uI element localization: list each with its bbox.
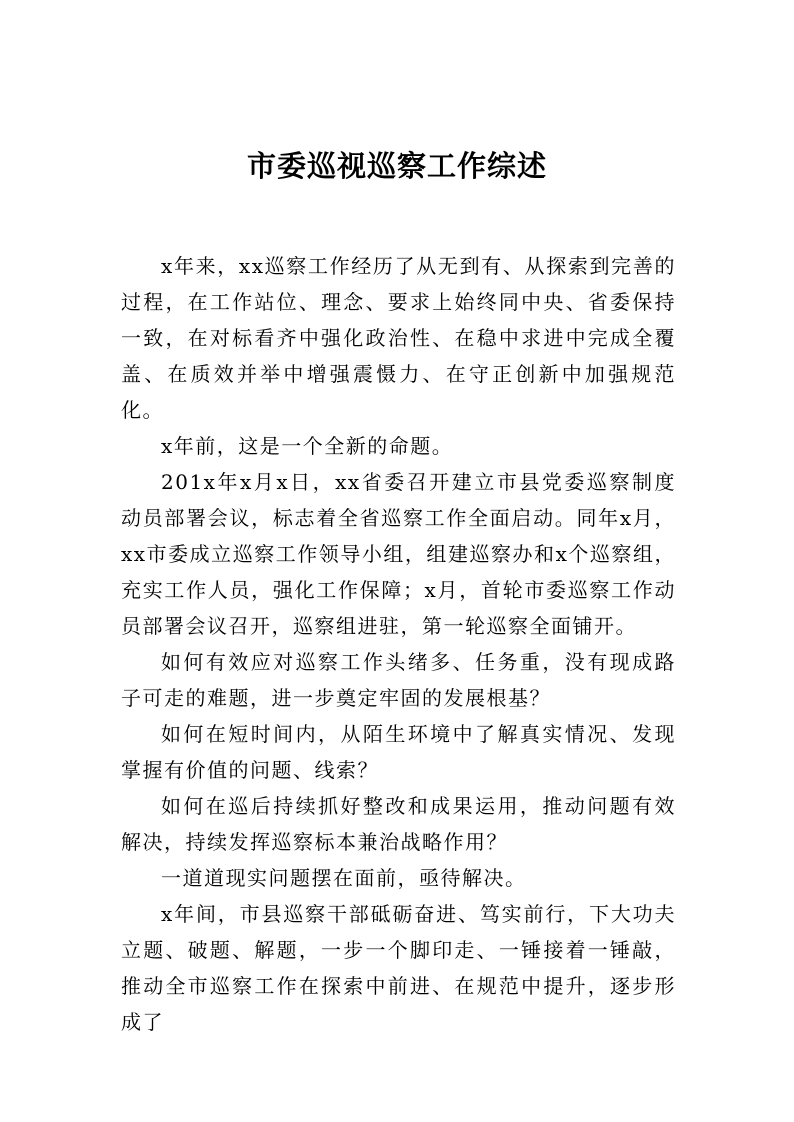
paragraph: x年来，xx巡察工作经历了从无到有、从探索到完善的过程，在工作站位、理念、要求上始终同中央、省委保持一致，在对标看齐中强化政治性、在稳中求进中完成全覆盖、在质效并举中增强震慑力、在守正创新中加强规范化。 — [121, 254, 676, 422]
paragraph: 一道道现实问题摆在面前，亟待解决。 — [161, 866, 527, 890]
paragraph: x年前，这是一个全新的命题。 — [161, 434, 454, 458]
document-title: 市委巡视巡察工作综述 — [246, 149, 547, 183]
paragraph: 如何有效应对巡察工作头绪多、任务重，没有现成路子可走的难题，进一步奠定牢固的发展根基？ — [121, 650, 676, 710]
paragraph: 如何在短时间内，从陌生环境中了解真实情况、发现掌握有价值的问题、线索？ — [121, 722, 676, 782]
paragraph: 如何在巡后持续抓好整改和成果运用，推动问题有效解决，持续发挥巡察标本兼治战略作用？ — [121, 794, 676, 854]
paragraph: 201x年x月x日，xx省委召开建立市县党委巡察制度动员部署会议，标志着全省巡察工作全面启动。同年x月，xx市委成立巡察工作领导小组，组建巡察办和x个巡察组，充实工作人员，强化工作保障；x月，首轮市委巡察工作动员部署会议召开，巡察组进驻，第一轮巡察全面铺开。 — [121, 470, 676, 638]
document-body — [121, 248, 676, 1040]
paragraph: x年间，市县巡察干部砥砺奋进、笃实前行，下大功夫立题、破题、解题，一步一个脚印走、一锤接着一锤敲，推动全市巡察工作在探索中前进、在规范中提升，逐步形成了 — [121, 902, 676, 1034]
